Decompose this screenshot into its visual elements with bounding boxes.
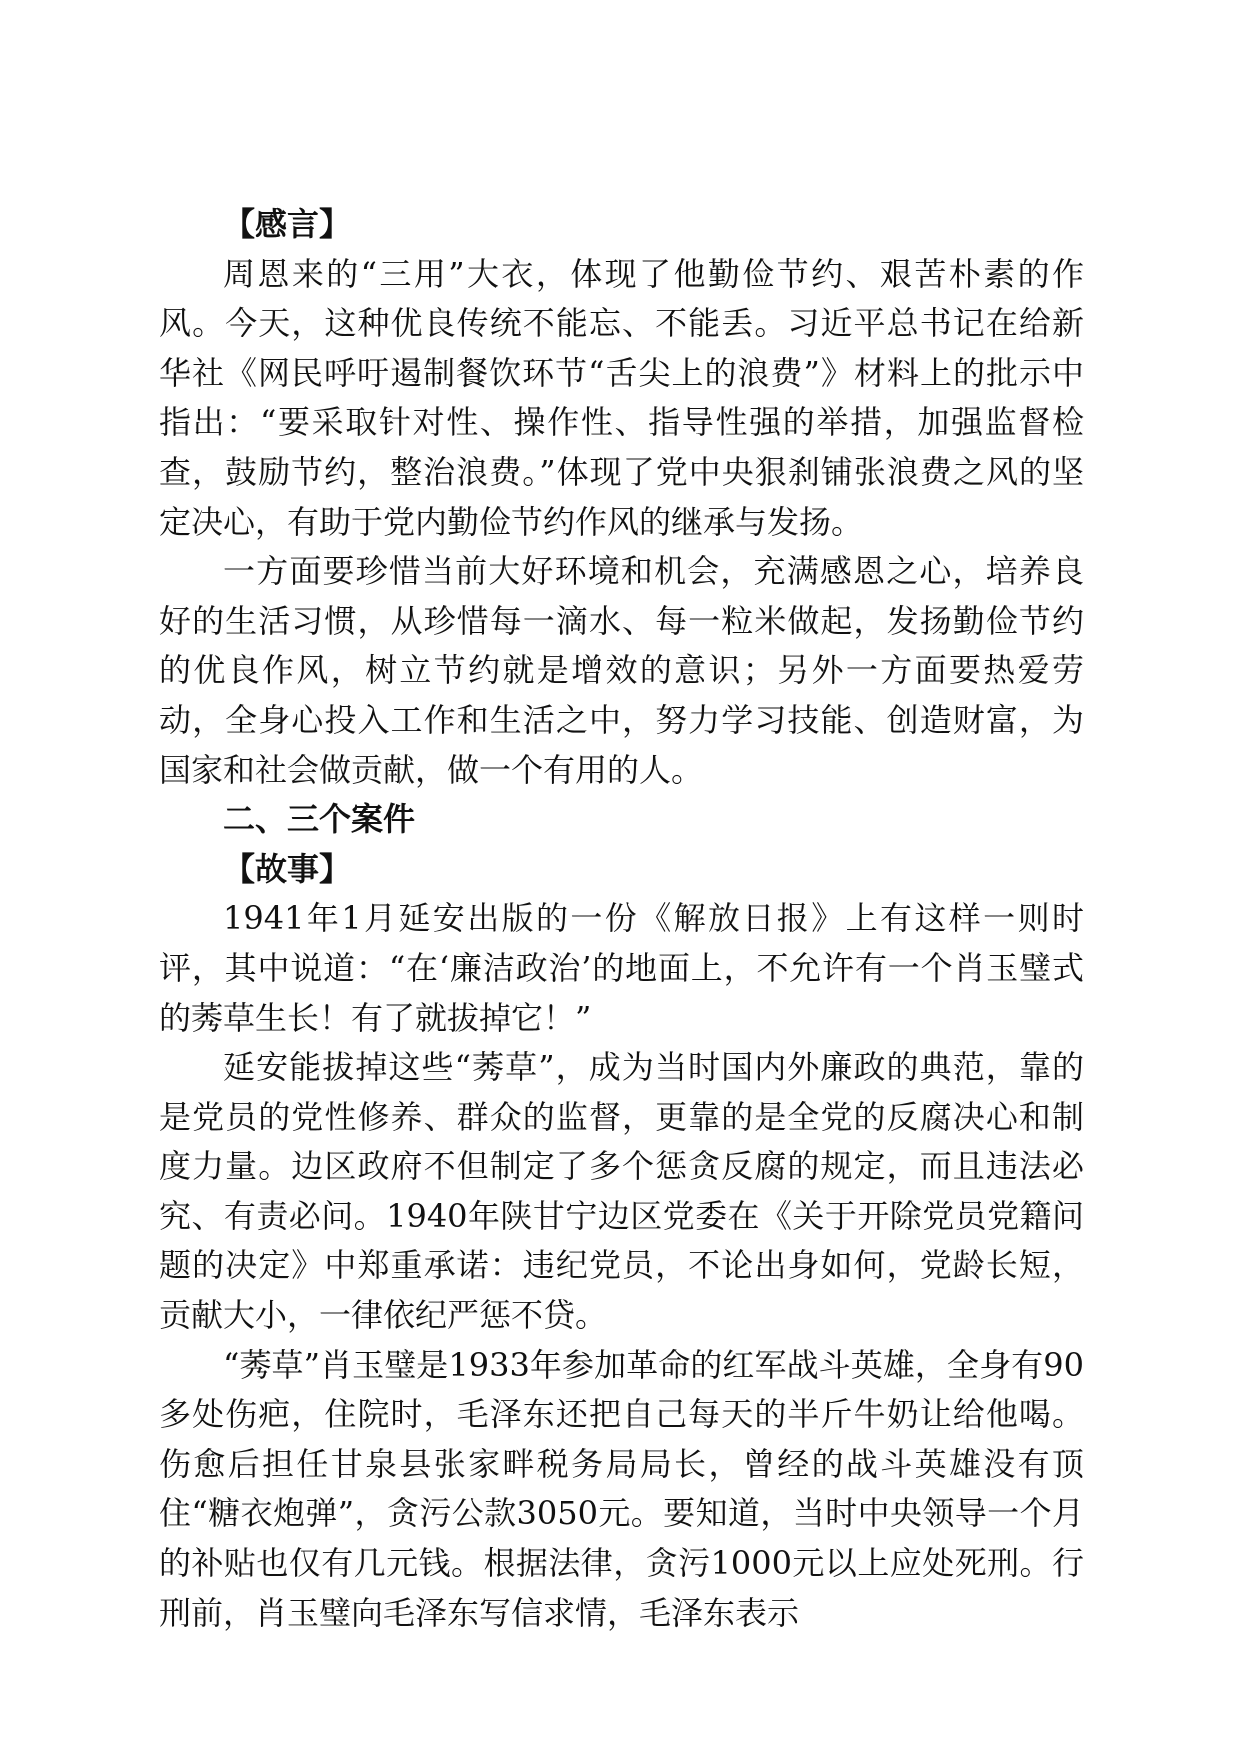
reflection-paragraph-1: 周恩来的“三用”大衣，体现了他勤俭节约、艰苦朴素的作风。今天，这种优良传统不能忘、不能丢。习近平总书记在给新华社《网民呼吁遏制餐饮环节“舌尖上的浪费”》材料上的批示中指出：“要采取针对性、操作性、指导性强的举措，加强监督检查，鼓励节约，整治浪费。”体现了党中央狠刹铺张浪费之风的坚定决心，有助于党内勤俭节约作风的继承与发扬。 [159, 254, 1084, 541]
section-title: 二、三个案件 [223, 800, 416, 839]
story-heading: 【故事】 [223, 849, 352, 888]
story-paragraph-1: 1941年1月延安出版的一份《解放日报》上有这样一则时评，其中说道：“在‘廉洁政治’的地面上，不允许有一个肖玉璧式的莠草生长！有了就拔掉它！” [159, 899, 1084, 1037]
reflection-heading: 【感言】 [223, 205, 352, 243]
reflection-paragraph-2: 一方面要珍惜当前大好环境和机会，充满感恩之心，培养良好的生活习惯，从珍惜每一滴水、每一粒米做起，发扬勤俭节约的优良作风，树立节约就是增效的意识；另外一方面要热爱劳动，全身心投入工作和生活之中，努力学习技能、创造财富，为国家和社会做贡献，做一个有用的人。 [159, 552, 1084, 789]
story-paragraph-3: “莠草”肖玉璧是1933年参加革命的红军战斗英雄，全身有90多处伤疤，住院时，毛泽东还把自己每天的半斤牛奶让给他喝。伤愈后担任甘泉县张家畔税务局局长，曾经的战斗英雄没有顶住“糖衣炮弹”，贪污公款3050元。要知道，当时中央领导一个月的补贴也仅有几元钱。根据法律，贪污1000元以上应处死刑。行刑前，肖玉璧向毛泽东写信求情，毛泽东表示 [159, 1345, 1084, 1632]
story-paragraph-2: 延安能拔掉这些“莠草”，成为当时国内外廉政的典范，靠的是党员的党性修养、群众的监督，更靠的是全党的反腐决心和制度力量。边区政府不但制定了多个惩贪反腐的规定，而且违法必究、有责必问。1940年陕甘宁边区党委在《关于开除党员党籍问题的决定》中郑重承诺：违纪党员，不论出身如何，党龄长短，贡献大小，一律依纪严惩不贷。 [159, 1048, 1084, 1335]
document-page [159, 200, 1084, 1638]
